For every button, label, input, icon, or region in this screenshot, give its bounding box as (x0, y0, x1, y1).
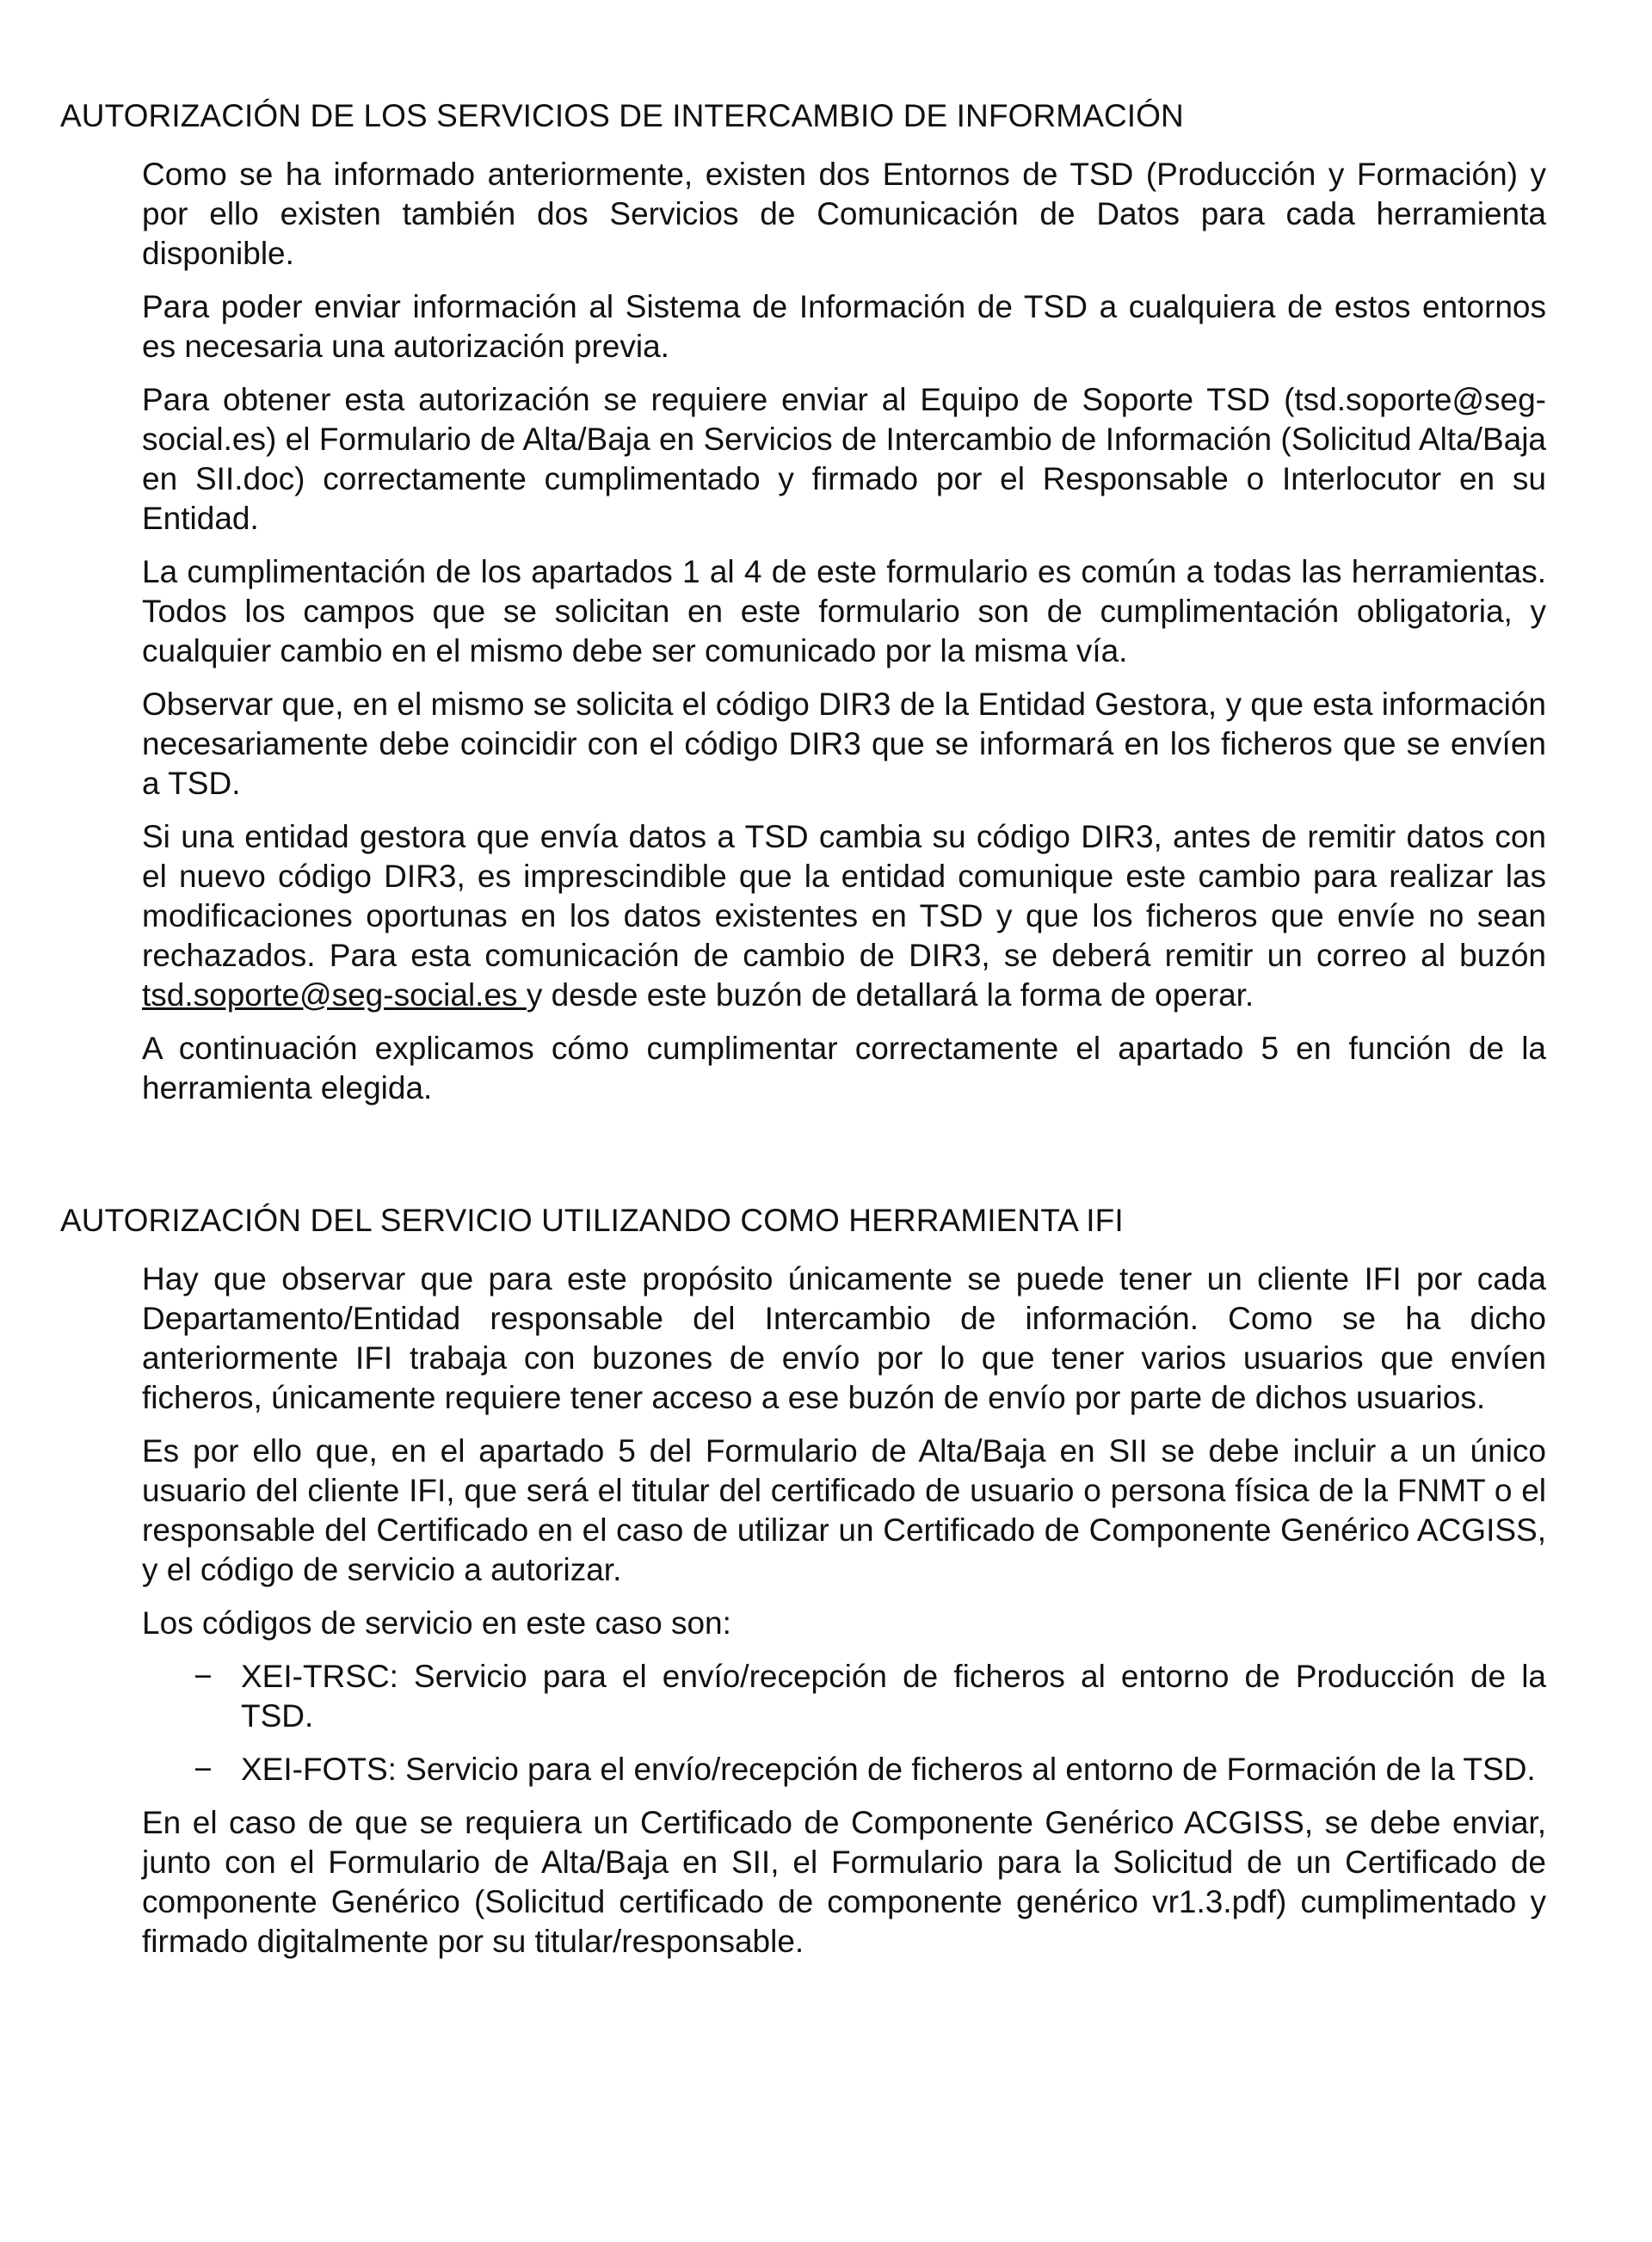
paragraph-certificado-acgiss: En el caso de que se requiera un Certificado de Componente Genérico ACGISS, se debe enviar, junto con el Formulario de Alta/Baja en SII, el Formulario para la Solicitud de un Certificado de componente Genérico (Solicitud certificado de componente genérico vr1.3.pdf) cumplimentado y firmado digitalmente por su titular/responsable. (142, 1805, 1546, 1959)
list-item-text: XEI-TRSC: Servicio para el envío/recepción de ficheros al entorno de Producción de la TSD. (241, 1659, 1546, 1734)
paragraph-codigos-servicio: Los códigos de servicio en este caso son: (142, 1605, 731, 1641)
paragraph-text: Si una entidad gestora que envía datos a TSD cambia su código DIR3, antes de remitir datos con el nuevo código DIR3, es imprescindible que la entidad comunique este cambio para realizar las modificaciones oportunas en los datos existentes en TSD y que los ficheros que envíe no sean rechazados. Para esta comunicación de cambio de DIR3, se deberá remitir un correo al buzón (142, 819, 1546, 973)
section-body (142, 1260, 1546, 1962)
email-link[interactable]: tsd.soporte@seg-social.es (142, 977, 527, 1013)
list-item-text: XEI-FOTS: Servicio para el envío/recepción de ficheros al entorno de Formación de la TSD. (241, 1752, 1536, 1787)
paragraph-obtener-autorizacion: Para obtener esta autorización se requiere enviar al Equipo de Soporte TSD (tsd.soporte@seg-social.es) el Formulario de Alta/Baja en Servicios de Intercambio de Información (Solicitud Alta/Baja en SII.doc) correctamente cumplimentado y firmado por el Responsable o Interlocutor en su Entidad. (142, 382, 1546, 536)
paragraph-cliente-ifi: Hay que observar que para este propósito únicamente se puede tener un cliente IFI por cada Departamento/Entidad responsable del Intercambio de información. Como se ha dicho anteriormente IFI trabaja con buzones de envío por lo que tener varios usuarios que envíen ficheros, únicamente requiere tener acceso a ese buzón de envío por parte de dichos usuarios. (142, 1261, 1546, 1415)
section-herramienta-ifi (0, 1201, 1652, 1975)
paragraph-cumplimentacion: La cumplimentación de los apartados 1 al 4 de este formulario es común a todas las herramientas. Todos los campos que se solicitan en este formulario son de cumplimentación obligatoria, y cualquier cambio en el mismo debe ser comunicado por la misma vía. (142, 554, 1546, 668)
paragraph-text: y desde este buzón de detallará la forma de operar. (526, 977, 1254, 1013)
section-heading: AUTORIZACIÓN DE LOS SERVICIOS DE INTERCAMBIO DE INFORMACIÓN (60, 98, 1184, 133)
list-item (142, 1657, 1546, 1736)
paragraph-continuacion: A continuación explicamos cómo cumplimentar correctamente el apartado 5 en función de la herramienta elegida. (142, 1031, 1546, 1106)
dash-bullet-icon: − (194, 1752, 213, 1787)
paragraph-autorizacion-previa: Para poder enviar información al Sistema de Información de TSD a cualquiera de estos entornos es necesaria una autorización previa. (142, 289, 1546, 364)
section-heading: AUTORIZACIÓN DEL SERVICIO UTILIZANDO COMO HERRAMIENTA IFI (60, 1203, 1124, 1238)
dash-bullet-icon: − (194, 1659, 213, 1694)
section-body (142, 155, 1546, 1108)
paragraph-entornos: Como se ha informado anteriormente, existen dos Entornos de TSD (Producción y Formación) y por ello existen también dos Servicios de Comunicación de Datos para cada herramienta disponible. (142, 157, 1546, 271)
section-intercambio-informacion (0, 96, 1652, 1122)
paragraph-codigo-dir3: Observar que, en el mismo se solicita el código DIR3 de la Entidad Gestora, y que esta información necesariamente debe coincidir con el código DIR3 que se informará en los ficheros que se envíen a TSD. (142, 687, 1546, 801)
service-code-list (142, 1657, 1546, 1789)
list-item (142, 1750, 1546, 1789)
paragraph-cambio-dir3 (142, 817, 1546, 1015)
paragraph-usuario-unico: Es por ello que, en el apartado 5 del Formulario de Alta/Baja en SII se debe incluir a un único usuario del cliente IFI, que será el titular del certificado de usuario o persona física de la FNMT o el responsable del Certificado en el caso de utilizar un Certificado de Componente Genérico ACGISS, y el código de servicio a autorizar. (142, 1433, 1546, 1587)
